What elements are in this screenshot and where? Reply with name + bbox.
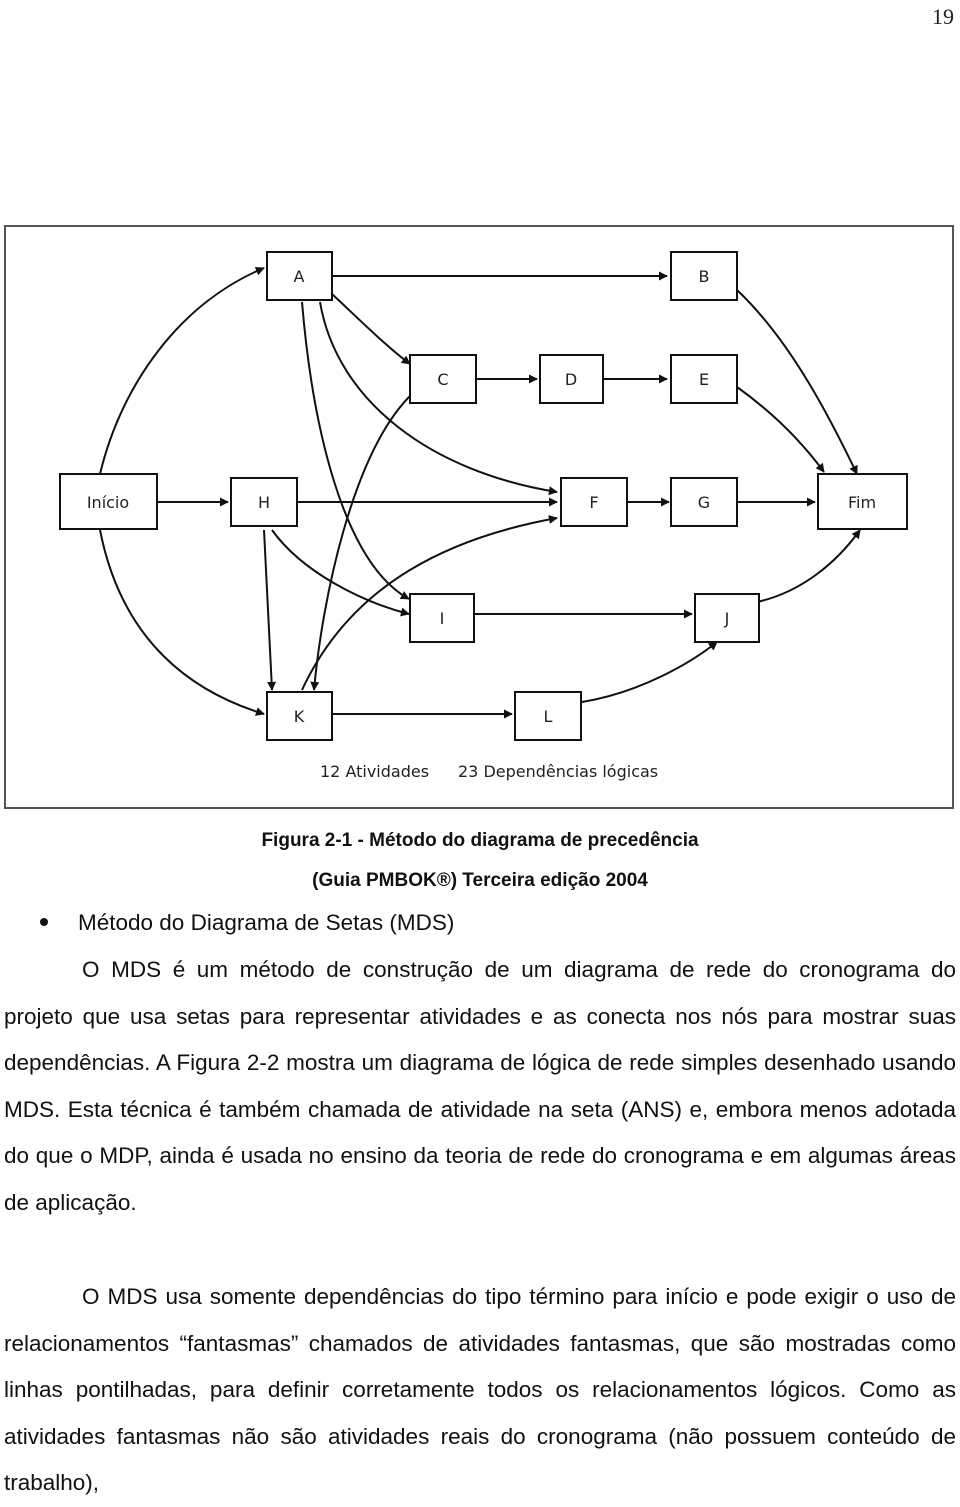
node-j (695, 594, 759, 642)
dependency-arrows (100, 268, 860, 714)
svg-text:K: K (293, 707, 305, 726)
node-inicio (60, 474, 157, 529)
precedence-diagram-figure (4, 225, 954, 809)
edge-j-fim (757, 530, 860, 602)
dependencies-count-note: 23 Dependências lógicas (458, 762, 659, 781)
figure-caption-title: Figura 2-1 - Método do diagrama de precedência (261, 830, 699, 851)
node-i (410, 594, 474, 642)
paragraph-1: O MDS é um método de construção de um diagrama de rede do cronograma do projeto que usa setas para representar atividades e as conecta nos nós para mostrar suas dependências. A Figura 2-2 mostra um diagrama de lógica de rede simples desenhado usando MDS. Esta técnica é também chamada de atividade na seta (ANS) e, embora menos adotada do que o MDP, ainda é usada no ensino da teoria de rede do cronograma e em algumas áreas de aplicação. (4, 957, 956, 1215)
bullet-dot-icon (40, 918, 48, 926)
activities-count-note: 12 Atividades (320, 762, 430, 781)
bullet-heading (40, 910, 454, 936)
figure-caption-source: (Guia PMBOK®) Terceira edição 2004 (312, 870, 648, 891)
svg-text:L: L (543, 707, 553, 726)
edge-l-j (582, 642, 717, 702)
bullet-heading-text: Método do Diagrama de Setas (MDS) (78, 910, 455, 935)
svg-text:G: G (697, 493, 711, 512)
node-e (671, 355, 737, 403)
edge-inicio-k (100, 530, 264, 714)
svg-text:F: F (589, 493, 599, 512)
svg-text:D: D (564, 370, 578, 389)
svg-text:C: C (437, 370, 449, 389)
node-b (671, 252, 737, 300)
node-a (267, 252, 332, 300)
edge-a-c (332, 294, 410, 364)
svg-text:H: H (257, 493, 271, 512)
node-h (231, 478, 297, 526)
edge-h-k (264, 530, 272, 690)
svg-text:Fim: Fim (847, 493, 877, 512)
node-c (410, 355, 476, 403)
page-number: 19 (932, 4, 954, 29)
edge-inicio-a (100, 268, 264, 474)
node-d (540, 355, 603, 403)
node-g (671, 478, 737, 526)
node-k (267, 692, 332, 740)
node-l (515, 692, 581, 740)
svg-text:I: I (439, 609, 445, 628)
edge-a-i (302, 302, 409, 599)
svg-text:Início: Início (86, 493, 130, 512)
edge-e-fim (737, 387, 824, 472)
svg-text:B: B (698, 267, 710, 286)
node-f (561, 478, 627, 526)
node-fim (818, 474, 907, 529)
edge-b-fim (737, 290, 857, 474)
paragraph-2: O MDS usa somente dependências do tipo término para início e pode exigir o uso de relacionamentos “fantasmas” chamados de atividades fantasmas, que são mostradas como linhas pontilhadas, para definir corretamente todos os relacionamentos lógicos. Como as atividades fantasmas não são atividades reais do cronograma (não possuem conteúdo de trabalho), (4, 1284, 956, 1495)
svg-text:A: A (293, 267, 305, 286)
svg-text:J: J (724, 609, 730, 628)
svg-text:E: E (698, 370, 710, 389)
